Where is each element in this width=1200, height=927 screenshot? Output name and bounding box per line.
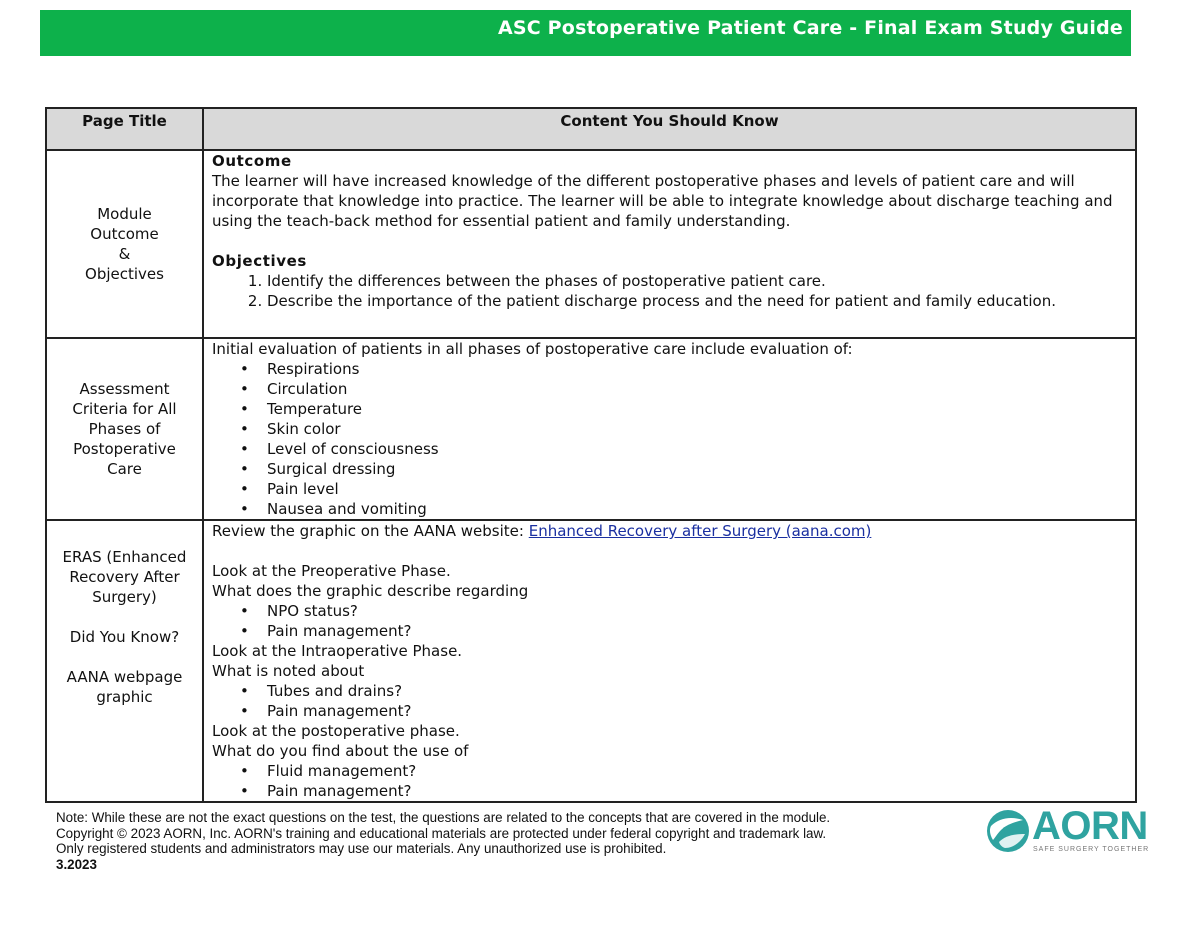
list-item: • Tubes and drains? (267, 681, 1127, 701)
list-item: • Skin color (267, 419, 1127, 439)
title-line: ERAS (Enhanced (62, 548, 187, 566)
list-item: • Circulation (267, 379, 1127, 399)
footer-notes (56, 810, 830, 872)
list-item: • Nausea and vomiting (267, 499, 1127, 519)
column-header-content: Content You Should Know (203, 108, 1136, 150)
outcome-heading: Outcome (212, 152, 292, 170)
aorn-logo (985, 804, 1150, 858)
list-item: • Pain management? (267, 621, 1127, 641)
aana-eras-link[interactable]: Enhanced Recovery after Surgery (aana.com) (528, 522, 872, 540)
intra-question: What is noted about (212, 662, 365, 680)
title-line: Assessment (79, 380, 170, 398)
title-line: AANA webpage (66, 668, 183, 686)
assessment-list (212, 359, 1127, 519)
list-item: • Pain level (267, 479, 1127, 499)
list-item: • Pain management? (267, 701, 1127, 721)
list-item: 2. Describe the importance of the patient discharge process and the need for patient and family education. (267, 291, 1127, 311)
table-row (46, 150, 1136, 338)
table-row (46, 520, 1136, 802)
review-text (212, 521, 1127, 541)
review-label: Review the graphic on the AANA website: (212, 522, 529, 540)
footer-note: Note: While these are not the exact questions on the test, the questions are related to the concepts that are covered in the module. (56, 810, 831, 825)
title-line: Did You Know? (69, 628, 180, 646)
aorn-globe-icon (985, 808, 1031, 854)
title-line: & (118, 245, 131, 263)
logo-tagline: SAFE SURGERY TOGETHER (1033, 846, 1150, 853)
footer-version: 3.2023 (56, 856, 97, 872)
list-item: • Respirations (267, 359, 1127, 379)
list-item: • Temperature (267, 399, 1127, 419)
objectives-heading: Objectives (212, 252, 307, 270)
study-guide-table (45, 107, 1137, 803)
title-line: graphic (96, 688, 153, 706)
title-line: Care (107, 460, 142, 478)
assessment-intro: Initial evaluation of patients in all phases of postoperative care include evaluation of: (212, 340, 853, 358)
row-content-assessment (203, 338, 1136, 520)
list-item: • Fluid management? (267, 761, 1127, 781)
post-list (212, 761, 1127, 801)
post-question: What do you find about the use of (212, 742, 469, 760)
title-line: Module (97, 205, 152, 223)
list-item: • Pain management? (267, 781, 1127, 801)
list-item: • NPO status? (267, 601, 1127, 621)
table-header-row (46, 108, 1136, 150)
footer-usage: Only registered students and administrators may use our materials. Any unauthorized use is prohibited. (56, 841, 667, 856)
table-row (46, 338, 1136, 520)
header-banner (40, 10, 1131, 56)
intra-phase: Look at the Intraoperative Phase. (212, 642, 463, 660)
list-item: • Surgical dressing (267, 459, 1127, 479)
footer-copyright: Copyright © 2023 AORN, Inc. AORN's training and educational materials are protected under federal copyright and trademark law. (56, 825, 827, 841)
row-title-module-outcome (46, 150, 203, 338)
title-line: Recovery After (69, 568, 180, 586)
pre-phase: Look at the Preoperative Phase. (212, 562, 451, 580)
intra-list (212, 681, 1127, 721)
title-line: Criteria for All (72, 400, 177, 418)
objectives-list (212, 271, 1127, 311)
row-content-module-outcome (203, 150, 1136, 338)
title-line: Objectives (85, 265, 164, 283)
row-title-eras (46, 520, 203, 802)
logo-wordmark: AORN (1032, 804, 1148, 848)
pre-list (212, 601, 1127, 641)
title-line: Phases of (88, 420, 161, 438)
row-title-assessment (46, 338, 203, 520)
page-title: ASC Postoperative Patient Care - Final Exam Study Guide (497, 17, 1123, 39)
row-content-eras (203, 520, 1136, 802)
pre-question: What does the graphic describe regarding (212, 582, 529, 600)
title-line: Surgery) (92, 588, 157, 606)
post-phase: Look at the postoperative phase. (212, 722, 460, 740)
title-line: Outcome (90, 225, 159, 243)
outcome-text: The learner will have increased knowledge of the different postoperative phases and levels of patient care and will incorporate that knowledge into practice. The learner will be able to integrate knowledge about discharge teaching and using the teach-back method for essential patient and family understanding. (212, 172, 1113, 230)
title-line: Postoperative (73, 440, 176, 458)
list-item: 1. Identify the differences between the phases of postoperative patient care. (267, 271, 1127, 291)
list-item: • Level of consciousness (267, 439, 1127, 459)
column-header-page-title: Page Title (46, 108, 203, 150)
